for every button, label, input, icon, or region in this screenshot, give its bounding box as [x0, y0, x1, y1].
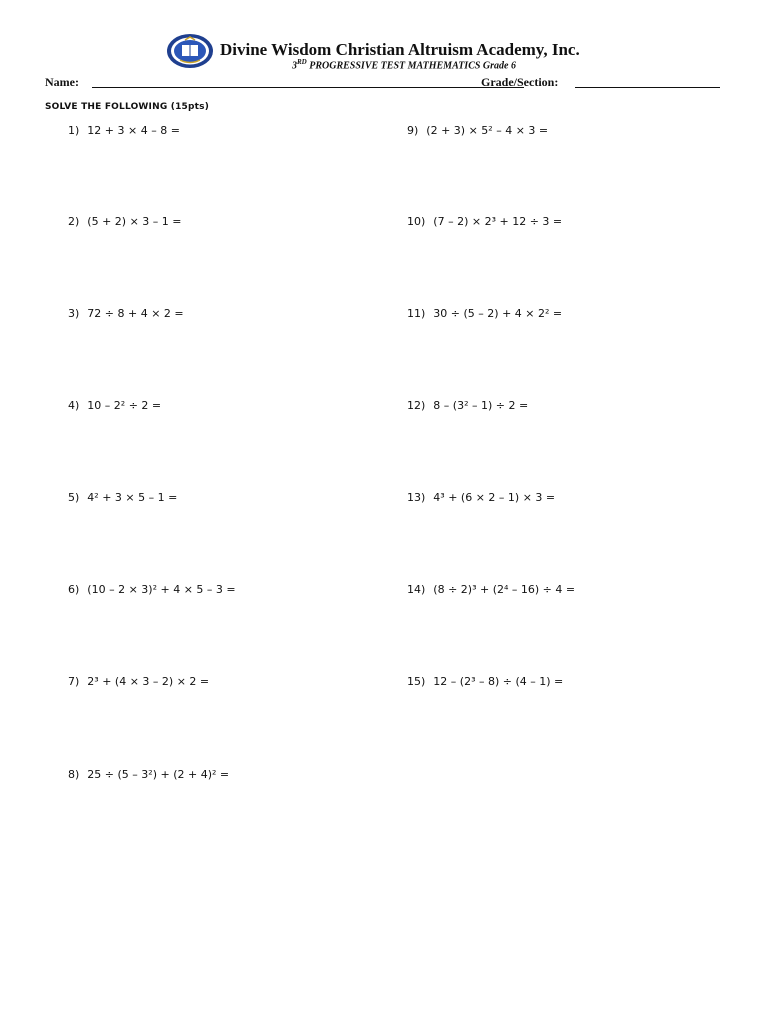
problem-expression: (8 ÷ 2)³ + (2⁴ – 16) ÷ 4 = — [433, 583, 576, 596]
problem-expression: 25 ÷ (5 – 3²) + (2 + 4)² = — [87, 768, 230, 781]
name-label: Name: — [45, 75, 79, 89]
problem-expression: 12 + 3 × 4 – 8 = — [87, 124, 180, 137]
problem-expression: (10 – 2 × 3)² + 4 × 5 – 3 = — [87, 583, 236, 596]
problem-expression: 72 ÷ 8 + 4 × 2 = — [87, 307, 184, 320]
problem-1 — [68, 124, 180, 138]
problem-6 — [68, 583, 236, 597]
problem-number: 15) — [407, 675, 426, 688]
problem-number: 1) — [68, 124, 80, 137]
problem-number: 9) — [407, 124, 419, 137]
problem-number: 4) — [68, 399, 80, 412]
subtitle-ordinal-suffix: RD — [297, 58, 307, 66]
problem-7 — [68, 675, 209, 689]
problem-number: 7) — [68, 675, 80, 688]
test-subtitle — [0, 58, 768, 71]
problem-5 — [68, 491, 177, 505]
subtitle-ordinal: 3 — [292, 60, 298, 72]
problem-number: 2) — [68, 215, 80, 228]
subtitle-text: PROGRESSIVE TEST MATHEMATICS Grade 6 — [306, 60, 516, 72]
problem-expression: 8 – (3² – 1) ÷ 2 = — [433, 399, 529, 412]
problem-number: 6) — [68, 583, 80, 596]
problem-2 — [68, 215, 182, 229]
problem-expression: 4² + 3 × 5 – 1 = — [87, 491, 178, 504]
instruction-heading: SOLVE THE FOLLOWING (15pts) — [45, 102, 210, 112]
name-field-line[interactable] — [92, 87, 524, 88]
problem-number: 11) — [407, 307, 426, 320]
problem-expression: 30 ÷ (5 – 2) + 4 × 2² = — [433, 307, 563, 320]
problem-14 — [407, 583, 575, 597]
problem-number: 14) — [407, 583, 426, 596]
problem-expression: (5 + 2) × 3 – 1 = — [87, 215, 182, 228]
problem-number: 3) — [68, 307, 80, 320]
problem-expression: 2³ + (4 × 3 – 2) × 2 = — [87, 675, 210, 688]
school-name: Divine Wisdom Christian Altruism Academy, Inc. — [220, 40, 580, 59]
problem-13 — [407, 491, 555, 505]
page-header — [0, 30, 768, 80]
problem-15 — [407, 675, 563, 689]
problem-9 — [407, 124, 548, 138]
problem-expression: (7 – 2) × 2³ + 12 ÷ 3 = — [433, 215, 563, 228]
problem-number: 13) — [407, 491, 426, 504]
problem-expression: 12 – (2³ – 8) ÷ (4 – 1) = — [433, 675, 564, 688]
problem-3 — [68, 307, 184, 321]
problem-4 — [68, 399, 161, 413]
problem-number: 12) — [407, 399, 426, 412]
problem-expression: 10 – 2² ÷ 2 = — [87, 399, 162, 412]
grade-section-label: Grade/Section: — [481, 75, 559, 89]
problem-expression: (2 + 3) × 5² – 4 × 3 = — [426, 124, 549, 137]
problem-number: 5) — [68, 491, 80, 504]
problem-number: 8) — [68, 768, 80, 781]
student-info-row — [45, 75, 720, 91]
problem-number: 10) — [407, 215, 426, 228]
problem-11 — [407, 307, 562, 321]
problem-8 — [68, 768, 229, 782]
problem-12 — [407, 399, 528, 413]
problem-10 — [407, 215, 562, 229]
grade-section-field-line[interactable] — [575, 87, 720, 88]
problem-expression: 4³ + (6 × 2 – 1) × 3 = — [433, 491, 556, 504]
